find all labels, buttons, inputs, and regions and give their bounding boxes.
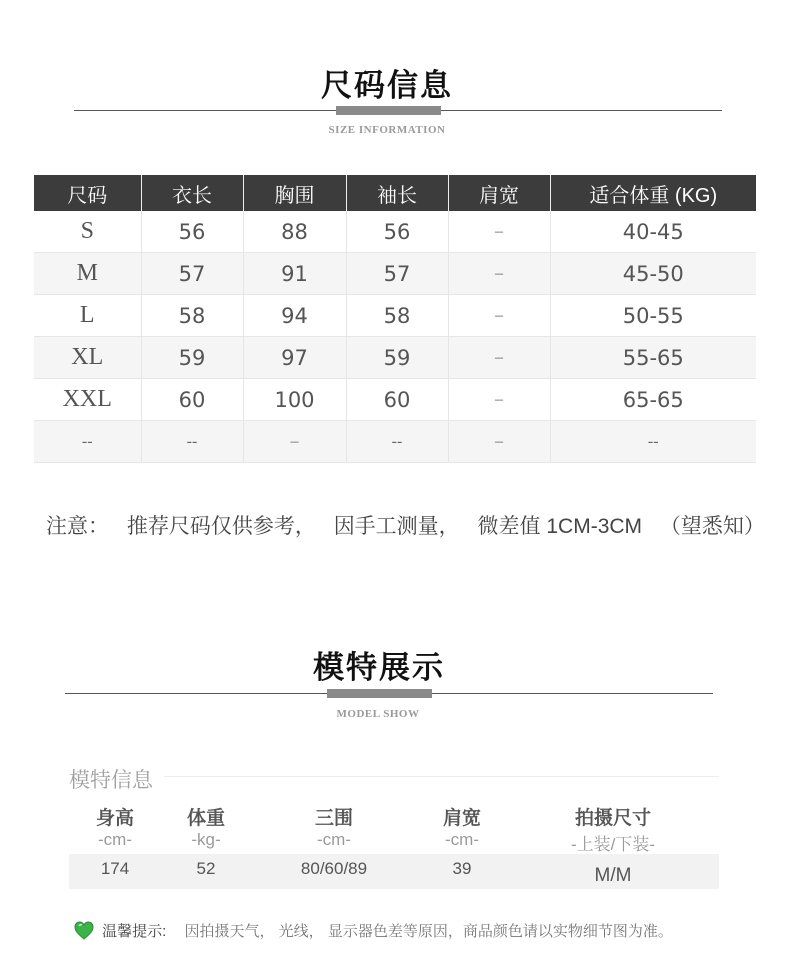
model-value: 39 xyxy=(452,859,472,878)
size-section-accent-bar xyxy=(336,106,441,115)
model-col-shoulder xyxy=(421,803,503,879)
cell-weight: 50-55 xyxy=(550,295,756,337)
note-part: 微差值 1CM-3CM xyxy=(477,515,643,538)
model-info-label: 模特信息 xyxy=(69,769,153,792)
cell-weight: -- xyxy=(550,421,756,463)
cell-sleeve: 56 xyxy=(346,211,448,253)
cell-shoulder: – xyxy=(448,379,550,421)
size-note xyxy=(46,510,777,540)
model-section-accent-bar xyxy=(327,689,432,698)
note-part: （望悉知） xyxy=(659,515,765,538)
model-unit: -上装/下装- xyxy=(570,835,656,854)
size-section-subtitle: SIZE INFORMATION xyxy=(328,124,446,136)
cell-sleeve: 58 xyxy=(346,295,448,337)
header-size: 尺码 xyxy=(34,175,141,211)
model-value: M/M xyxy=(594,865,632,886)
cell-sleeve: 57 xyxy=(346,253,448,295)
header-weight: 适合体重 (KG) xyxy=(550,175,756,211)
model-value: 174 xyxy=(100,859,130,878)
cell-size: XL xyxy=(34,337,141,379)
tip-lead: 温馨提示: xyxy=(102,923,167,940)
cell-bust: – xyxy=(243,421,346,463)
size-table-header xyxy=(34,175,756,211)
model-head: 身高 xyxy=(95,808,134,829)
cell-sleeve: 59 xyxy=(346,337,448,379)
model-head: 三围 xyxy=(314,808,353,829)
table-row xyxy=(34,421,756,463)
cell-bust: 94 xyxy=(243,295,346,337)
cell-size: S xyxy=(34,211,141,253)
cell-size: -- xyxy=(34,421,141,463)
model-col-height xyxy=(74,803,156,879)
note-part: 推荐尺码仅供参考， xyxy=(126,515,316,538)
cell-shoulder: – xyxy=(448,421,550,463)
cell-weight: 40-45 xyxy=(550,211,756,253)
cell-length: 58 xyxy=(141,295,243,337)
model-section-subtitle: MODEL SHOW xyxy=(336,708,420,720)
tip xyxy=(74,920,673,944)
note-part: 因手工测量， xyxy=(333,515,460,538)
cell-size: M xyxy=(34,253,141,295)
model-head: 拍摄尺寸 xyxy=(574,808,651,829)
header-length: 衣长 xyxy=(141,175,243,211)
cell-bust: 100 xyxy=(243,379,346,421)
model-value: 52 xyxy=(196,859,216,878)
cell-length: 60 xyxy=(141,379,243,421)
cell-length: -- xyxy=(141,421,243,463)
table-row xyxy=(34,379,756,421)
cell-shoulder: – xyxy=(448,211,550,253)
model-info-divider xyxy=(164,776,719,777)
cell-shoulder: – xyxy=(448,337,550,379)
header-sleeve: 袖长 xyxy=(346,175,448,211)
model-unit: -cm- xyxy=(317,830,351,849)
model-unit: -cm- xyxy=(445,830,479,849)
table-row xyxy=(34,337,756,379)
cell-weight: 65-65 xyxy=(550,379,756,421)
size-table xyxy=(34,175,756,463)
tip-text: 因拍摄天气， 光线， 显示器色差等原因，商品颜色请以实物细节图为准。 xyxy=(184,923,673,940)
header-bust: 胸围 xyxy=(243,175,346,211)
cell-bust: 91 xyxy=(243,253,346,295)
model-col-measurements xyxy=(274,803,394,879)
cell-sleeve: 60 xyxy=(346,379,448,421)
model-col-weight xyxy=(165,803,247,879)
model-unit: -kg- xyxy=(191,830,221,849)
table-row xyxy=(34,295,756,337)
cell-shoulder: – xyxy=(448,253,550,295)
cell-sleeve: -- xyxy=(346,421,448,463)
header-shoulder: 肩宽 xyxy=(448,175,550,211)
note-label: 注意： xyxy=(46,515,109,538)
cell-weight: 55-65 xyxy=(550,337,756,379)
model-head: 肩宽 xyxy=(442,808,481,829)
table-row xyxy=(34,253,756,295)
cell-length: 57 xyxy=(141,253,243,295)
model-section-title: 模特展示 xyxy=(313,650,445,685)
table-row xyxy=(34,211,756,253)
cell-length: 56 xyxy=(141,211,243,253)
cell-bust: 97 xyxy=(243,337,346,379)
model-col-shot-size xyxy=(548,803,678,887)
cell-weight: 45-50 xyxy=(550,253,756,295)
model-value: 80/60/89 xyxy=(300,859,368,878)
cell-bust: 88 xyxy=(243,211,346,253)
model-head: 体重 xyxy=(186,808,225,829)
cell-size: XXL xyxy=(34,379,141,421)
cell-shoulder: – xyxy=(448,295,550,337)
model-unit: -cm- xyxy=(98,830,132,849)
size-section-title: 尺码信息 xyxy=(321,68,453,103)
cell-size: L xyxy=(34,295,141,337)
cell-length: 59 xyxy=(141,337,243,379)
green-heart-icon xyxy=(74,921,94,944)
